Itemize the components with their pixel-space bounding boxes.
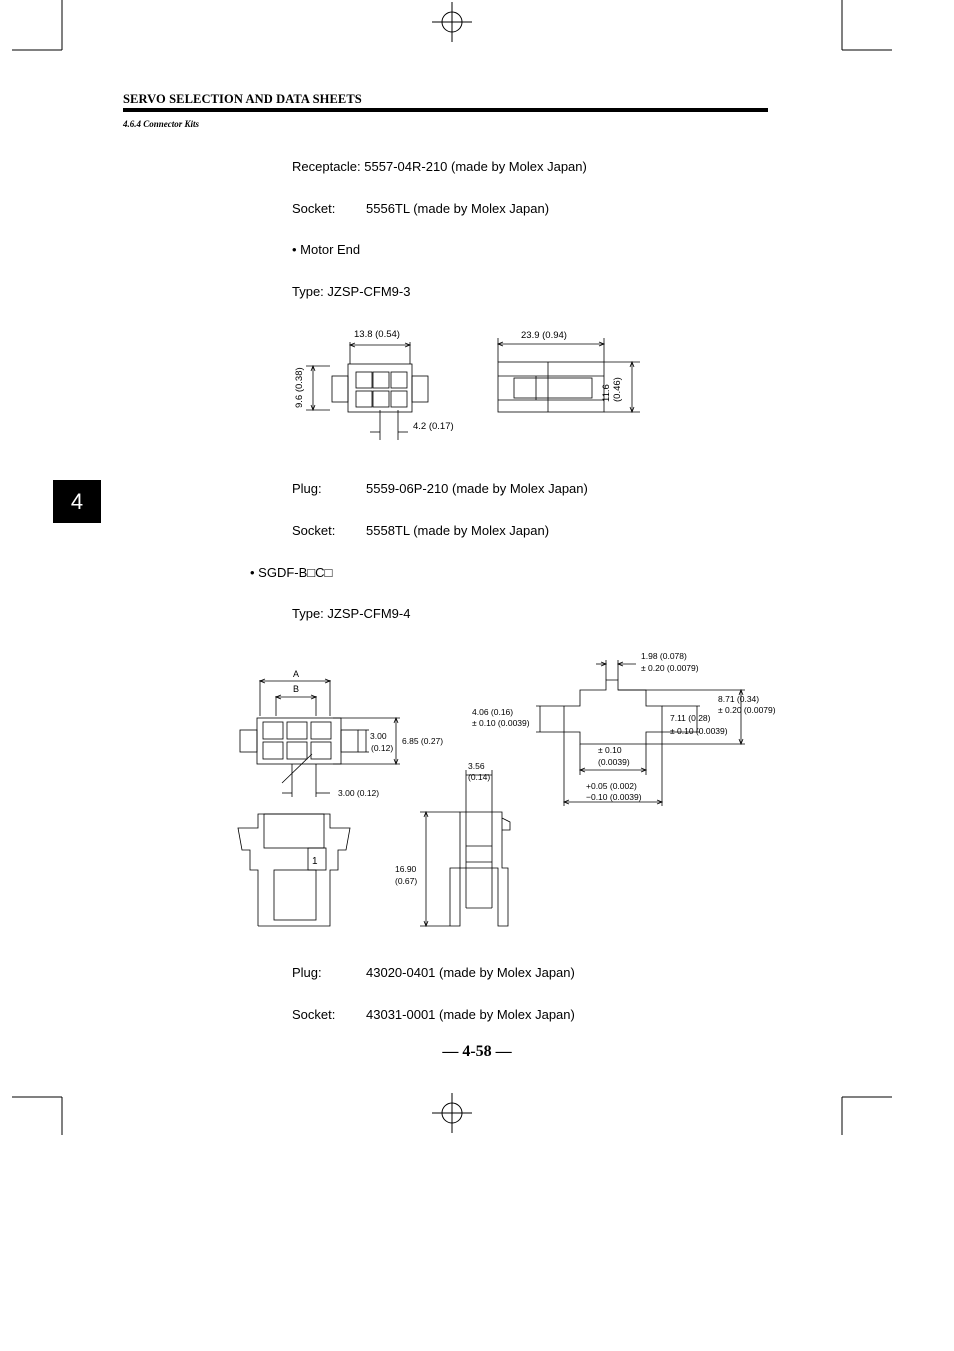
dim-bottom-inner-a: ± 0.10 <box>598 745 622 755</box>
dim-depth-b: (0.14) <box>468 772 491 782</box>
dim-tab-a: 1.98 (0.078) <box>641 651 687 661</box>
dim-label-a: A <box>293 669 300 679</box>
dim-tab-b: ± 0.20 (0.0079) <box>641 663 699 673</box>
dim-length-b: (0.67) <box>395 876 418 886</box>
type-line-2: Type: JZSP-CFM9-4 <box>292 606 411 621</box>
dim-bottom-outer-a: +0.05 (0.002) <box>586 781 637 791</box>
dim-length-label: 23.9 (0.94) <box>521 330 567 341</box>
dim-right-outer-a: 8.71 (0.34) <box>718 694 760 704</box>
socket-value: 5558TL (made by Molex Japan) <box>366 523 550 538</box>
dim-right-inner-b: ± 0.10 (0.0039) <box>670 726 728 736</box>
dim-right-outer-b: ± 0.20 (0.0079) <box>718 705 776 715</box>
side-view-2 <box>238 814 350 926</box>
plug-label: Plug: <box>292 481 322 496</box>
profile-view-2 <box>420 770 510 926</box>
dim-right-inner-a: 7.11 (0.28) <box>670 713 711 723</box>
subsection-label: 4.6.4 Connector Kits <box>123 119 200 129</box>
dim-overall-h: 6.85 (0.27) <box>402 736 444 746</box>
dim-left-b: ± 0.10 (0.0039) <box>472 718 530 728</box>
dim-side-height-a: 11.6 <box>601 384 612 402</box>
dim-label-b: B <box>293 684 300 694</box>
plug-value: 5559-06P-210 (made by Molex Japan) <box>366 481 588 496</box>
dim-pitch-v-a: 3.00 <box>370 731 387 741</box>
dim-bottom-outer-b: −0.10 (0.0039) <box>586 792 642 802</box>
dim-left-a: 4.06 (0.16) <box>472 707 514 717</box>
page-number: — 4-58 — <box>442 1043 512 1060</box>
pin-one-mark: 1 <box>312 856 318 867</box>
plug-value: 43020-0401 (made by Molex Japan) <box>366 965 575 980</box>
dim-side-height-b: (0.46) <box>612 377 623 402</box>
dim-height-label: 9.6 (0.38) <box>294 367 305 408</box>
socket-value: 5556TL (made by Molex Japan) <box>366 201 550 216</box>
dim-bottom-inner-b: (0.0039) <box>598 757 630 767</box>
type-line-1: Type: JZSP-CFM9-3 <box>292 284 411 299</box>
dim-width-label: 13.8 (0.54) <box>354 329 400 340</box>
dim-length-a: 16.90 <box>395 864 417 874</box>
page-header-title: SERVO SELECTION AND DATA SHEETS <box>123 92 362 106</box>
socket-label: Socket: <box>292 523 336 538</box>
dim-pitch-v-b: (0.12) <box>371 743 394 753</box>
receptacle-value: 5557-04R-210 (made by Molex Japan) <box>364 159 587 174</box>
dim-depth-a: 3.56 <box>468 761 485 771</box>
socket-value: 43031-0001 (made by Molex Japan) <box>366 1007 575 1022</box>
dim-pitch-label: 4.2 (0.17) <box>413 421 454 432</box>
sgdf-heading: • SGDF-B□C□ <box>250 565 333 580</box>
motor-end-heading: • Motor End <box>292 242 361 257</box>
dim-pitch-h: 3.00 (0.12) <box>338 788 380 798</box>
plug-label: Plug: <box>292 965 322 980</box>
socket-label: Socket: <box>292 201 336 216</box>
chapter-tab: 4 <box>53 480 101 523</box>
receptacle-label: Receptacle: <box>292 159 361 174</box>
socket-label: Socket: <box>292 1007 336 1022</box>
